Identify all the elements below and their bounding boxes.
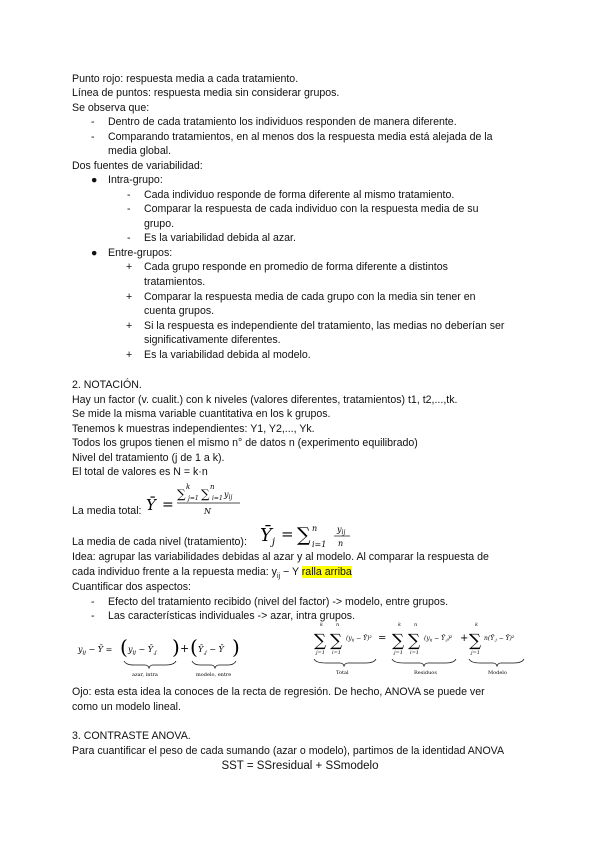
intra-item-2: Comparar la respuesta de cada individuo con la respuesta media de su xyxy=(144,203,479,215)
idea-line-1: Idea: agrupar las variabilidades debidas al azar y al modelo. Al comparar la respuesta de xyxy=(72,551,489,563)
svg-text:n: n xyxy=(414,622,418,628)
formula-denominator: n xyxy=(338,539,344,548)
svg-text:=: = xyxy=(378,633,387,644)
dash-bullet: - xyxy=(91,131,95,143)
entre-item-1-cont: tratamientos. xyxy=(144,276,206,288)
entre-item-2: Comparar la respuesta media de cada grupo con la media sin tener en xyxy=(144,291,476,303)
svg-text:yij: $y_{ij}$ xyxy=(337,525,346,536)
intra-item-1: Cada individuo responde de forma diferente al mismo tratamiento. xyxy=(144,189,455,201)
formula-denominator: N xyxy=(204,507,211,516)
plus-bullet: + xyxy=(126,261,133,273)
dash-bullet: - xyxy=(91,116,95,128)
section-heading-notacion: 2. NOTACIÓN. xyxy=(72,379,142,391)
notacion-line-6: El total de valores es N = k·n xyxy=(72,466,208,478)
highlighted-text: ralla arriba xyxy=(301,566,352,578)
entre-title: Entre-grupos: xyxy=(108,247,173,259)
dash-bullet: - xyxy=(127,232,131,244)
svg-text:j=1: j=1 xyxy=(394,650,403,656)
svg-text:j=1: j=1 xyxy=(316,650,325,656)
formula-sum-symbol: ∑ xyxy=(297,524,311,546)
plus-bullet: + xyxy=(126,291,133,303)
dash-bullet: - xyxy=(127,203,131,215)
svg-text:yij − Ȳ.j: $y_{ij}$ − $Ȳ_{.j}$ xyxy=(128,645,157,656)
formula-upper-limit: k xyxy=(186,483,191,491)
plus-bullet: + xyxy=(126,320,133,332)
obs-item-1: Dentro de cada tratamiento los individuos responden de manera diferente. xyxy=(108,116,457,128)
notacion-line-4: Todos los grupos tienen el mismo n° de datos n (experimento equilibrado) xyxy=(72,437,418,449)
ojo-line-1: Ojo: esta esta idea la conoces de la recta de regresión. De hecho, ANOVA se puede ver xyxy=(72,686,485,698)
svg-text:yij − Ȳ =: $y_{ij}$ − Ȳ = xyxy=(78,645,113,656)
svg-text:=: = xyxy=(281,525,294,543)
media-total-label: La media total: xyxy=(72,505,142,517)
brace-label: Modelo xyxy=(488,670,507,676)
intra-item-2-cont: grupo. xyxy=(144,218,175,230)
text-punto-rojo: Punto rojo: respuesta media a cada tratamiento. xyxy=(72,73,299,85)
media-nivel-label: La media de cada nivel (tratamiento): xyxy=(72,536,247,548)
svg-text:Ȳj: $Ȳ_j$ xyxy=(260,525,275,548)
intra-title: Intra-grupo: xyxy=(108,174,163,186)
svg-text:j=1: j=1 xyxy=(471,650,480,656)
circle-bullet: ● xyxy=(91,247,98,259)
dash-bullet: - xyxy=(127,189,131,201)
svg-text:(: ( xyxy=(120,635,128,659)
brace-label: Residuos xyxy=(414,670,437,676)
svg-text:∑: ∑ xyxy=(392,631,405,651)
decomposition-formula xyxy=(74,630,284,678)
svg-text:yij: $y_{ij}$ xyxy=(224,490,233,501)
obs-item-2: Comparando tratamientos, en al menos dos la respuesta media está alejada de la xyxy=(108,131,493,143)
svg-text:(yij − Ȳ)²: (yij − Ȳ)² xyxy=(346,635,372,642)
notacion-line-2: Se mide la misma variable cuantitativa en los k grupos. xyxy=(72,408,331,420)
plus-bullet: + xyxy=(126,349,133,361)
contraste-line-1: Para cuantificar el peso de cada sumando (azar o modelo), partimos de la identidad ANOVA xyxy=(72,745,505,757)
dash-bullet: - xyxy=(91,610,95,622)
svg-text:∑: ∑ xyxy=(330,631,343,651)
formula-upper-limit: n xyxy=(210,483,215,491)
notacion-line-1: Hay un factor (v. cualit.) con k niveles (valores diferentes, tratamientos) t1, t2,...,tk. xyxy=(72,394,458,406)
svg-text:∑: ∑ xyxy=(314,631,327,651)
intra-item-3: Es la variabilidad debida al azar. xyxy=(144,232,296,244)
notacion-line-5: Nivel del tratamiento (j de 1 a k). xyxy=(72,452,225,464)
svg-text:i=1: i=1 xyxy=(332,650,341,656)
formula-upper-limit: n xyxy=(312,524,318,533)
idea-line-2: cada individuo frente a la repuesta media: $y_{ij} - Y$ ralla arriba xyxy=(72,566,352,581)
formula-lower-limit: i=1 xyxy=(312,540,327,549)
formula-sum-symbol: ∑ xyxy=(201,487,210,501)
svg-text:=: = xyxy=(162,497,174,513)
sum-of-squares-formula xyxy=(312,618,532,678)
entre-item-3-cont: significativamente diferentes. xyxy=(144,334,281,346)
svg-text:(yij − Ȳ.j)²: (yij − Ȳ.j)² xyxy=(424,635,453,642)
text-linea-puntos: Línea de puntos: respuesta media sin considerar grupos. xyxy=(72,87,340,99)
aspect-item-2: Las características individuales -> azar, intra grupos. xyxy=(108,610,356,622)
svg-text:k: k xyxy=(398,622,402,628)
brace-label: modelo, entre xyxy=(196,672,232,678)
entre-item-1: Cada grupo responde en promedio de forma diferente a distintos xyxy=(144,261,448,273)
svg-text:∑: ∑ xyxy=(408,631,421,651)
entre-item-2-cont: cuenta grupos. xyxy=(144,305,215,317)
entre-item-4: Es la variabilidad debida al modelo. xyxy=(144,349,311,361)
notacion-line-3: Tenemos k muestras independientes: Y1, Y2,..., Yk. xyxy=(72,423,315,435)
svg-text:+: + xyxy=(460,633,469,644)
svg-text:Ȳ.j − Ȳ: $Ȳ_{.j}$ − Ȳ xyxy=(198,645,224,656)
media-total-formula xyxy=(144,478,264,522)
svg-text:): ) xyxy=(232,635,240,659)
aspect-item-1: Efecto del tratamiento recibido (nivel del factor) -> modelo, entre grupos. xyxy=(108,596,449,608)
formula-sum-symbol: ∑ xyxy=(177,487,186,501)
cuantificar-line: Cuantificar dos aspectos: xyxy=(72,581,191,593)
anova-identity: SST = SSresidual + SSmodelo xyxy=(221,760,379,772)
svg-text:j=1: j=1 xyxy=(188,495,199,502)
text-se-observa: Se observa que: xyxy=(72,102,150,114)
section-heading-contraste: 3. CONTRASTE ANOVA. xyxy=(72,730,191,742)
text-dos-fuentes: Dos fuentes de variabilidad: xyxy=(72,160,203,172)
svg-text:(: ( xyxy=(190,635,198,659)
media-nivel-formula xyxy=(258,517,368,551)
dash-bullet: - xyxy=(91,596,95,608)
svg-text:+: + xyxy=(180,642,190,655)
obs-item-2-cont: media global. xyxy=(108,145,172,157)
ojo-line-2: como un modelo lineal. xyxy=(72,701,181,713)
svg-text:i=1: i=1 xyxy=(410,650,419,656)
brace-label: Total xyxy=(336,670,349,676)
svg-text:k: k xyxy=(475,622,479,628)
entre-item-3: Si la respuesta es independiente del tratamiento, las medias no deberían ser xyxy=(144,320,505,332)
svg-text:∑: ∑ xyxy=(469,631,482,651)
svg-text:n(Ȳ.j − Ȳ)²: n(Ȳ.j − Ȳ)² xyxy=(484,635,515,642)
svg-text:k: k xyxy=(320,622,324,628)
svg-text:i=1: i=1 xyxy=(212,495,223,502)
brace-label: azar, intra xyxy=(132,672,158,678)
svg-text:): ) xyxy=(172,635,180,659)
circle-bullet: ● xyxy=(91,174,98,186)
svg-text:Ȳ: Ȳ xyxy=(146,496,156,514)
svg-text:n: n xyxy=(336,622,340,628)
